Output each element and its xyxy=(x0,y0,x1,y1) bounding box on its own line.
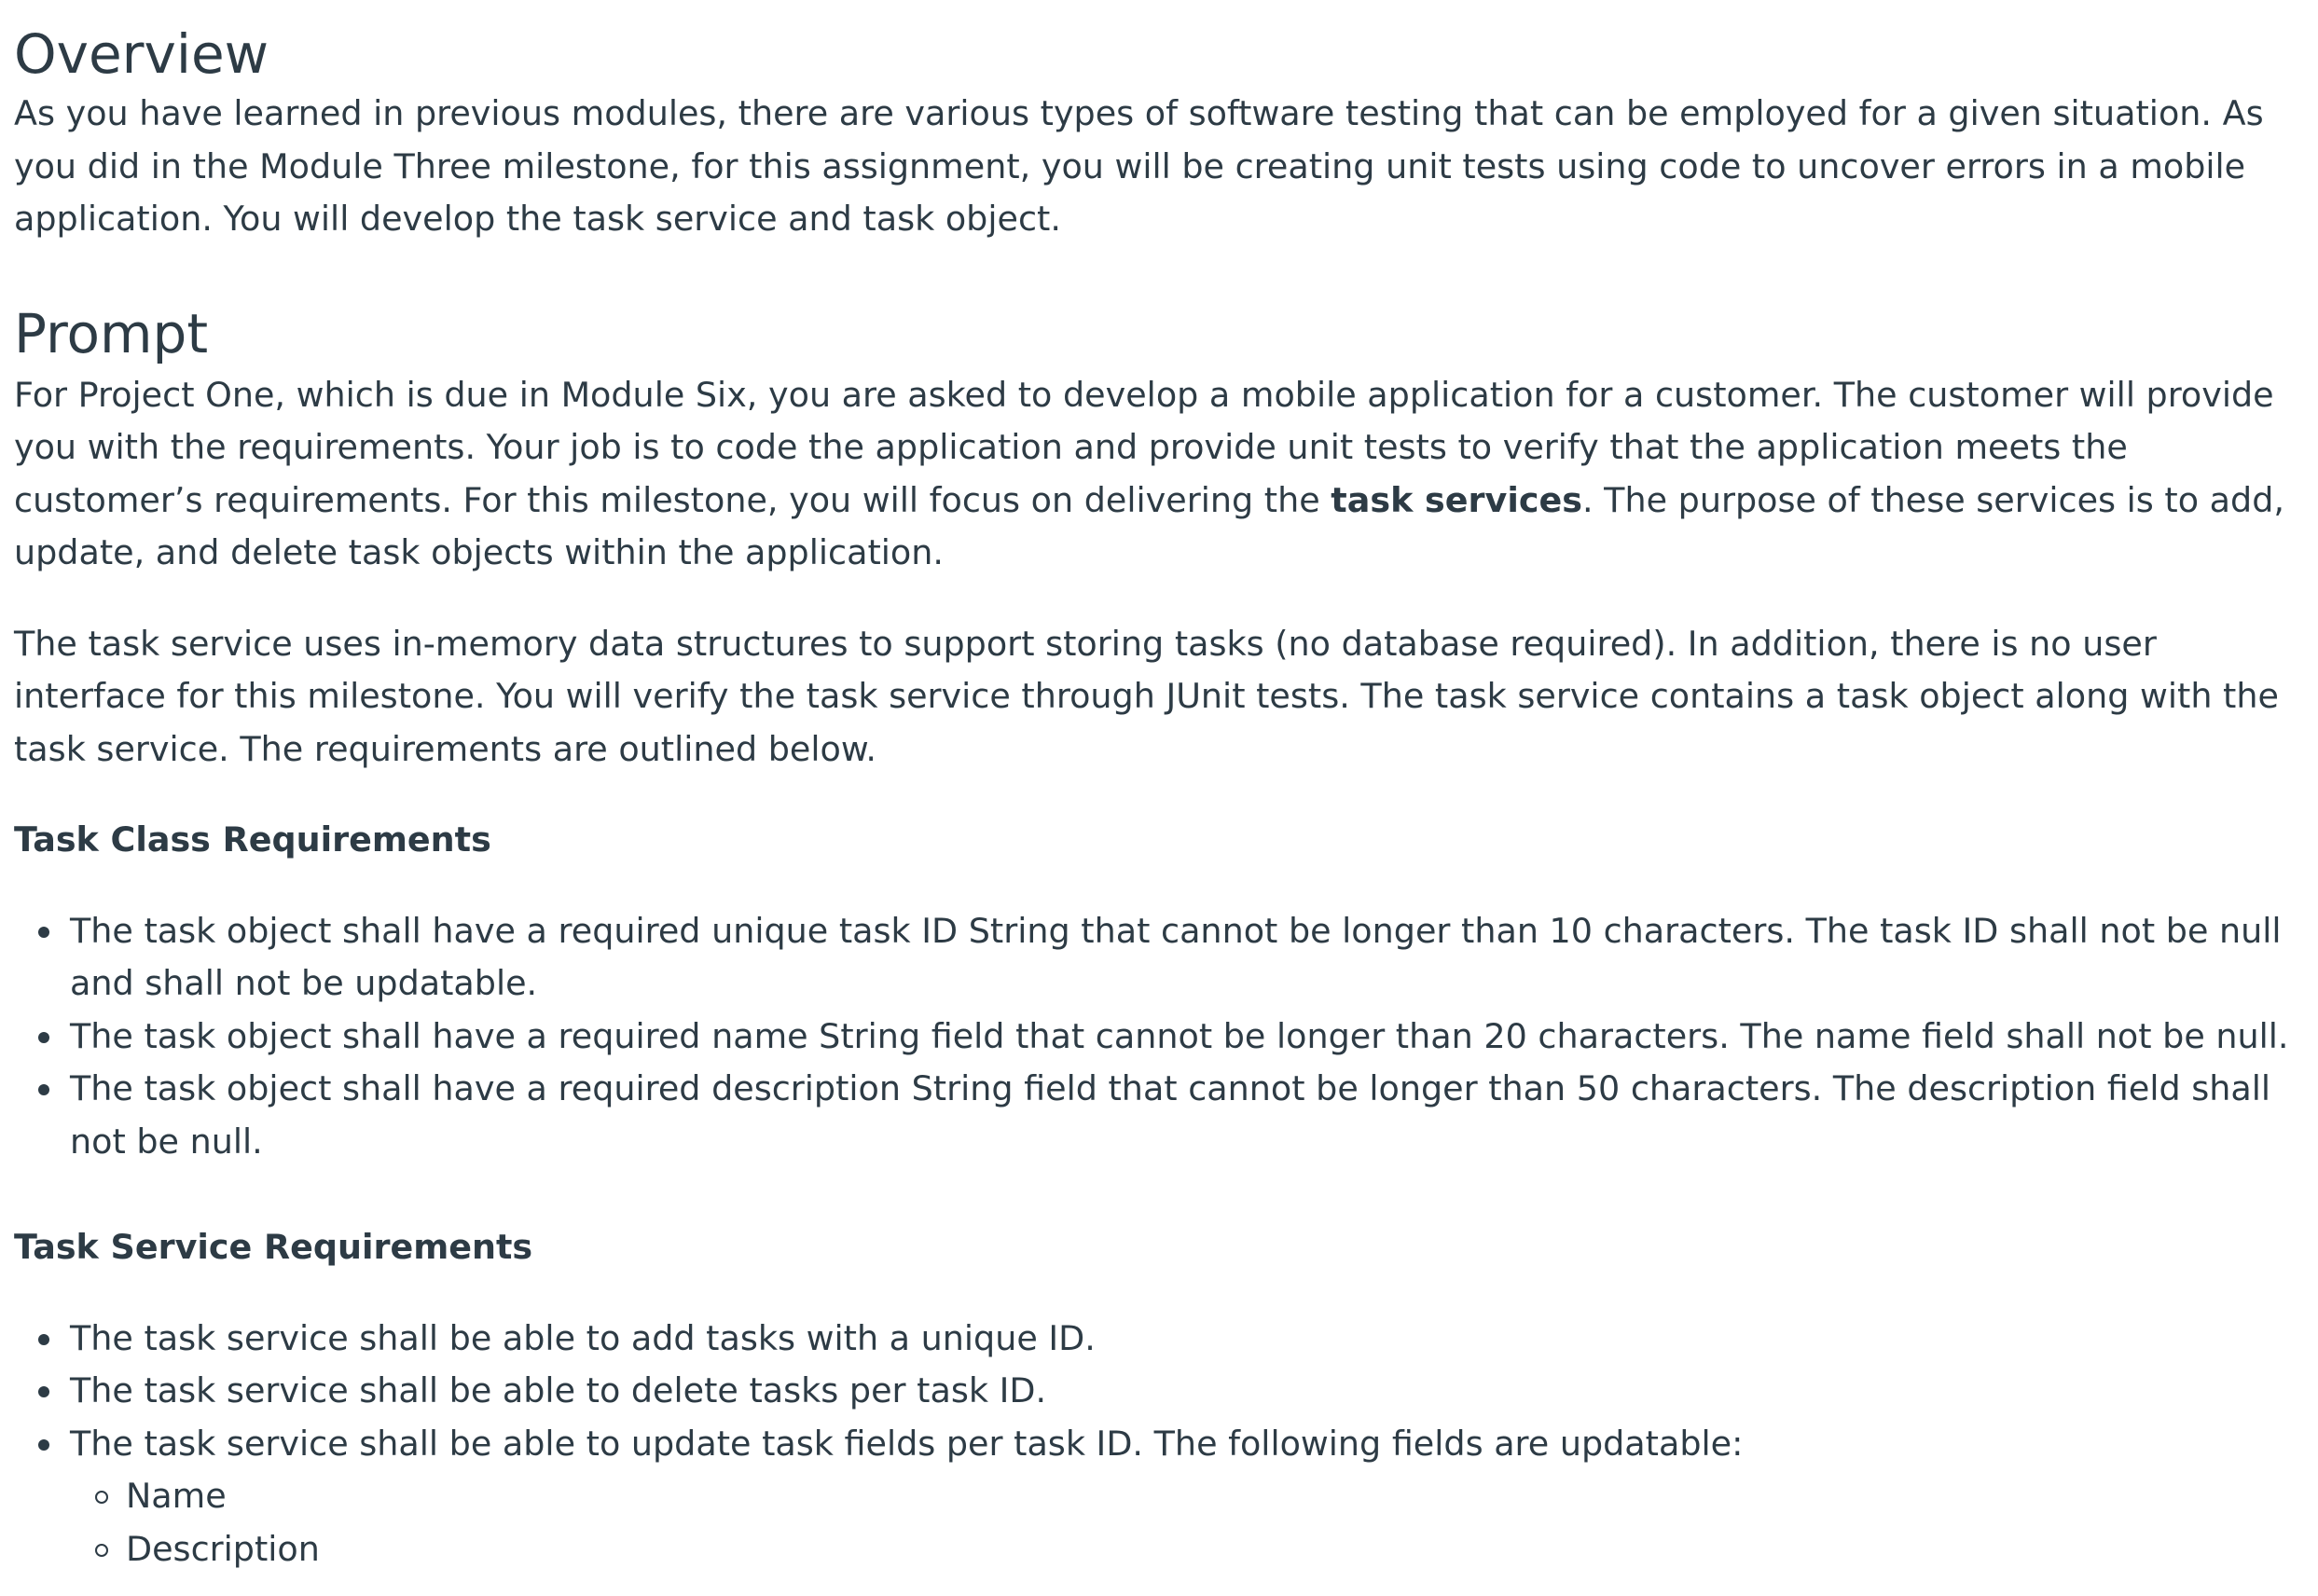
bullet-icon xyxy=(38,1334,49,1345)
list-item xyxy=(70,1313,2289,1366)
circle-bullet-icon xyxy=(95,1491,108,1504)
task-class-requirements-heading: Task Class Requirements xyxy=(14,819,491,860)
bullet-icon xyxy=(38,1084,49,1095)
bullet-icon xyxy=(38,1386,49,1397)
sub-list-item-text: Description xyxy=(126,1528,320,1569)
task-service-requirements-heading: Task Service Requirements xyxy=(14,1227,533,1267)
task-class-requirements-list xyxy=(14,905,2289,1169)
updatable-fields-list xyxy=(70,1470,2289,1575)
list-item-text: The task object shall have a required name String field that cannot be longer than 20 characters. The name field shall not be null. xyxy=(70,1015,2289,1056)
overview-paragraph: As you have learned in previous modules, there are various types of software testing that can be employed for a given situation. As you did in the Module Three milestone, for this assignment, you will be creating unit tests using code to uncover errors in a mobile application. You will develop the task service and task object. xyxy=(14,93,2264,239)
prompt-heading: Prompt xyxy=(14,301,209,365)
overview-heading: Overview xyxy=(14,22,269,86)
prompt-paragraph-1-text-end: . The purpose of these services is to add, update, and delete task objects within the application. xyxy=(14,479,2284,572)
list-item xyxy=(70,1418,2289,1576)
list-item xyxy=(70,1011,2289,1064)
sub-list-item-text: Name xyxy=(126,1476,227,1516)
bullet-icon xyxy=(38,1032,49,1043)
prompt-paragraph-1-text: For Project One, which is due in Module Six, you are asked to develop a mobile application for a customer. The customer will provide you with the requirements. Your job is to code the application and provide unit tests to verify that the application meets the customer’s requirements. For this milestone, you will focus on delivering the xyxy=(14,374,2274,520)
list-item xyxy=(70,1365,2289,1418)
task-services-emphasis: task services xyxy=(1331,479,1582,520)
list-item-text: The task object shall have a required unique task ID String that cannot be longer than 10 characters. The task ID shall not be null and shall not be updatable. xyxy=(70,910,2282,1003)
list-item-text: The task service shall be able to add tasks with a unique ID. xyxy=(70,1317,1096,1358)
sub-list-item xyxy=(126,1523,2289,1576)
list-item-text: The task service shall be able to update task fields per task ID. The following fields are updatable: xyxy=(70,1423,1744,1464)
list-item xyxy=(70,905,2289,1011)
prompt-paragraph-2: The task service uses in-memory data structures to support storing tasks (no database required). In addition, there is no user interface for this milestone. You will verify the task service through JUnit tests. The task service contains a task object along with the task service. The requirements are outlined below. xyxy=(14,623,2279,769)
list-item-text: The task service shall be able to delete tasks per task ID. xyxy=(70,1370,1047,1410)
task-service-requirements-list xyxy=(14,1313,2289,1576)
prompt-paragraph-1 xyxy=(14,369,2289,580)
sub-list-item xyxy=(126,1470,2289,1523)
circle-bullet-icon xyxy=(95,1544,108,1557)
bullet-icon xyxy=(38,927,49,938)
assignment-content xyxy=(14,0,2289,1575)
bullet-icon xyxy=(38,1439,49,1451)
list-item-text: The task object shall have a required description String field that cannot be longer than 50 characters. The description field shall not be null. xyxy=(70,1068,2271,1162)
list-item xyxy=(70,1063,2289,1168)
